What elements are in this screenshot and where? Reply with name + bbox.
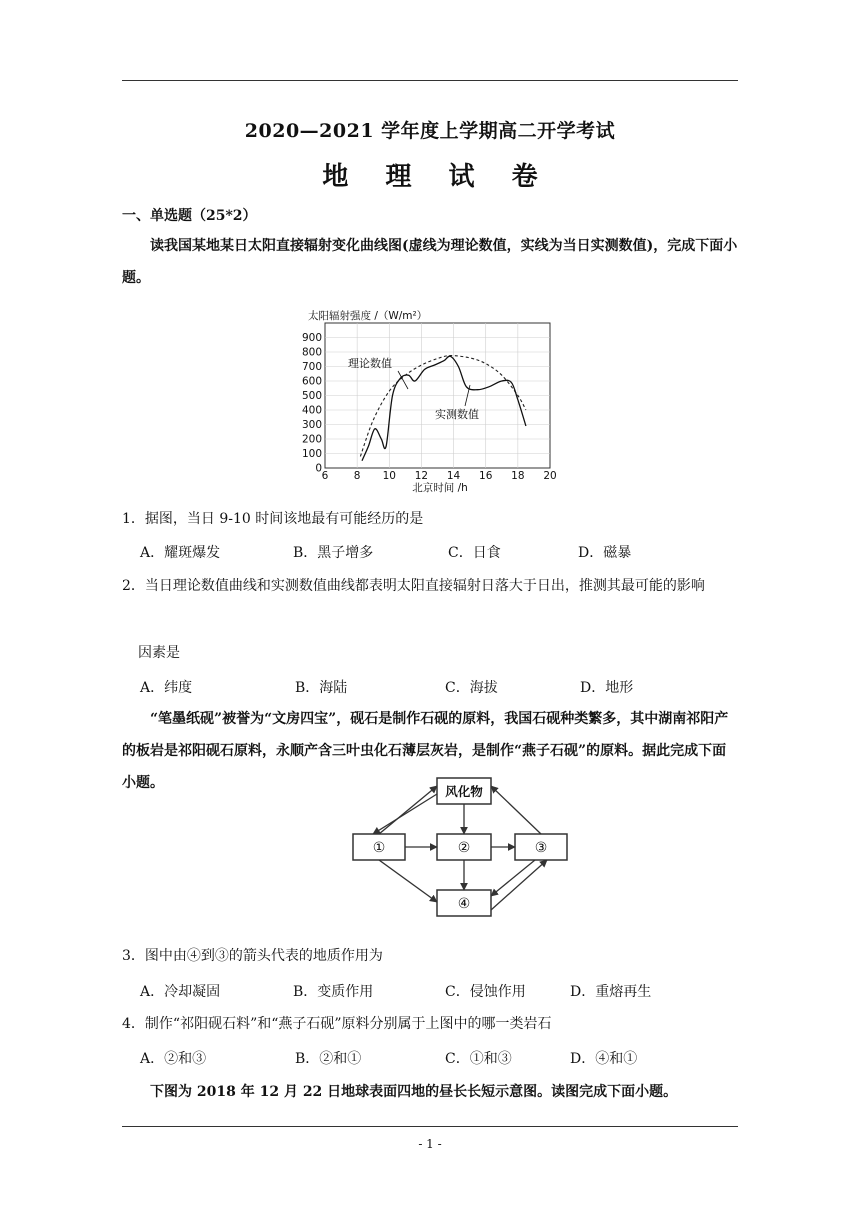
- annotation-measured: 实测数值: [435, 408, 479, 421]
- chart-ylabel: 太阳辐射强度 /（W/m²）: [308, 310, 428, 322]
- q2-option-a: A．纬度: [140, 680, 193, 696]
- q1-option-a: A．耀斑爆发: [140, 545, 221, 561]
- label-3: ③: [534, 840, 548, 856]
- question-4-stem: 4．制作“祁阳砚石料”和“燕子石砚”原料分别属于上图中的哪一类岩石: [122, 1016, 552, 1032]
- footer-rule: [122, 1126, 738, 1127]
- exam-title: 2020—2021 学年度上学期高二开学考试: [244, 120, 616, 142]
- section-heading: 一、单选题（25*2）: [122, 208, 257, 224]
- q4-option-d: D．④和①: [570, 1051, 638, 1067]
- y-tick-label: 200: [301, 433, 322, 446]
- question-2-stem-cont: 因素是: [138, 645, 180, 661]
- annotation-theoretical: 理论数值: [348, 357, 392, 370]
- q4-option-c: C．①和③: [445, 1051, 512, 1067]
- q4-option-b: B．②和①: [295, 1051, 362, 1067]
- q3-option-c: C．侵蚀作用: [445, 984, 526, 1000]
- y-tick-label: 900: [301, 332, 322, 344]
- subject-title: 地 理 试 卷: [322, 162, 552, 192]
- q1-option-d: D．磁暴: [578, 545, 632, 561]
- question-2-stem: 2．当日理论数值曲线和实测数值曲线都表明太阳直接辐射日落大于日出，推测其最可能的影响: [122, 578, 705, 594]
- page-number: - 1 -: [418, 1137, 442, 1151]
- x-tick-label: 6: [321, 470, 329, 482]
- x-tick-label: 14: [446, 470, 461, 482]
- q1-option-b: B．黑子增多: [293, 545, 374, 561]
- y-tick-label: 600: [301, 375, 322, 388]
- x-tick-label: 12: [414, 470, 429, 482]
- y-tick-label: 300: [301, 419, 322, 431]
- question-1-stem: 1．据图，当日 9-10 时间该地最有可能经历的是: [122, 511, 424, 527]
- q3-option-d: D．重熔再生: [570, 984, 652, 1000]
- arrow-1-to-4: [379, 860, 437, 902]
- y-tick-labels: [302, 332, 322, 475]
- q3-option-a: A．冷却凝固: [140, 984, 221, 1000]
- passage-2: “笔墨纸砚”被誉为“文房四宝”，砚石是制作石砚的原料，我国石砚种类繁多，其中湖南祁阳产的板岩是祁阳砚石原料，永顺产含三叶虫化石薄层灰岩，是制作“燕子石砚”的原料。据此完成下面小题。: [122, 711, 729, 791]
- label-2: ②: [457, 840, 471, 856]
- arrow-weathering-to-1: [373, 794, 437, 834]
- y-tick-label: 500: [301, 390, 322, 402]
- q2-option-c: C．海拔: [445, 680, 498, 696]
- x-tick-label: 16: [479, 470, 493, 482]
- y-tick-label: 800: [301, 346, 322, 359]
- q2-option-d: D．地形: [580, 680, 634, 696]
- x-tick-label: 20: [543, 470, 557, 482]
- solar-radiation-chart: [290, 305, 560, 495]
- arrow-3-to-weathering: [491, 786, 541, 834]
- label-weathering: 风化物: [445, 784, 483, 799]
- q2-option-b: B．海陆: [295, 680, 348, 696]
- y-tick-label: 400: [301, 404, 322, 417]
- chart-xlabel: 北京时间 /h: [412, 482, 468, 494]
- arrow-1-to-weathering: [379, 786, 437, 834]
- header-rule: [122, 80, 738, 81]
- y-tick-label: 700: [301, 361, 322, 373]
- x-tick-label: 18: [511, 470, 525, 482]
- q3-option-b: B．变质作用: [293, 984, 374, 1000]
- x-tick-label: 8: [353, 470, 361, 482]
- passage-3: 下图为 2018 年 12 月 22 日地球表面四地的昼长长短示意图。读图完成下面小题。: [150, 1084, 678, 1100]
- q1-option-c: C．日食: [448, 545, 501, 561]
- series-theoretical-line: [360, 356, 526, 457]
- label-4: ④: [457, 896, 471, 912]
- arrow-4-to-3: [491, 860, 547, 910]
- q4-option-a: A．②和③: [140, 1051, 207, 1067]
- x-tick-labels: [322, 470, 557, 482]
- y-tick-label: 100: [301, 448, 322, 460]
- question-3-stem: 3．图中由④到③的箭头代表的地质作用为: [122, 948, 383, 964]
- label-1: ①: [372, 840, 386, 856]
- passage-1: 读我国某地某日太阳直接辐射变化曲线图(虚线为理论数值，实线为当日实测数值)，完成下面小题。: [122, 238, 738, 286]
- y-tick-label: 0: [315, 462, 322, 475]
- x-tick-label: 10: [382, 470, 396, 482]
- rock-cycle-diagram: [345, 768, 580, 928]
